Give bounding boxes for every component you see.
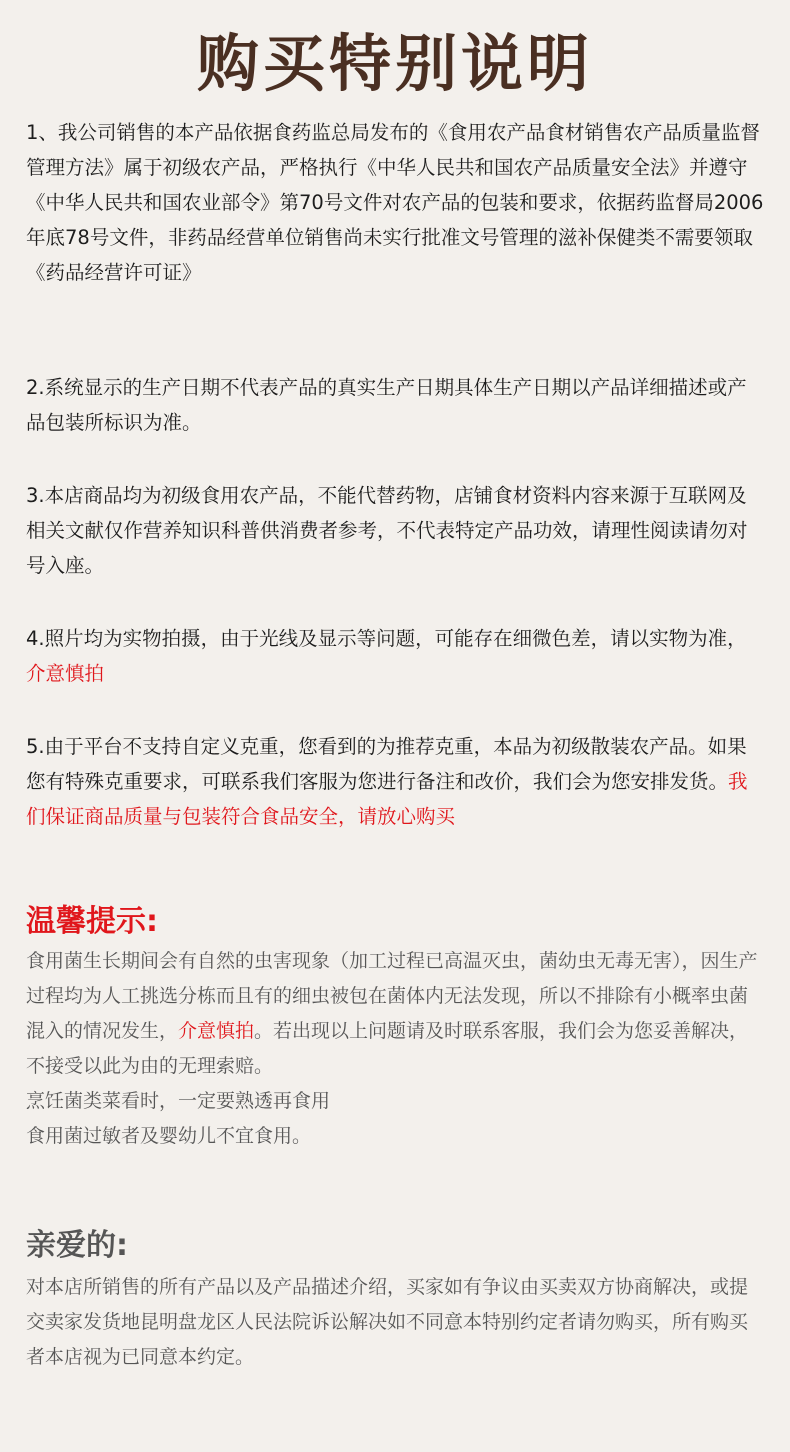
- item-1-text: 1、我公司销售的本产品依据食药监总局发布的《食用农产品食材销售农产品质量监督管理方法》属于初级农产品，严格执行《中华人民共和国农产品质量安全法》并遵守《中华人民共和国农业部令》第70号文件对农产品的包装和要求，依据药监督局2006年底78号文件，非药品经营单位销售尚未实行批准文号管理的滋补保健类不需要领取《药品经营许可证》: [26, 121, 764, 284]
- notice-item-1: [26, 115, 766, 290]
- item-2-text: 2.系统显示的生产日期不代表产品的真实生产日期具体生产日期以产品详细描述或产品包装所标识为准。: [26, 376, 747, 434]
- tips-text-before: 食用菌生长期间会有自然的虫害现象（加工过程已高温灭虫，菌幼虫无毒无害），因生产过程均为人工挑选分栋而且有的细虫被包在菌体内无法发现，所以不排除有小概率虫菌混入的情况发生，: [26, 950, 758, 1042]
- item-4-highlight: 介意慎拍: [26, 662, 105, 685]
- notice-item-2: [26, 370, 766, 440]
- dear-section: [26, 1226, 766, 1375]
- item-4-paragraph: [26, 621, 766, 691]
- dear-text: 对本店所销售的所有产品以及产品描述介绍，买家如有争议由买卖双方协商解决，或提交卖家发货地昆明盘龙区人民法院诉讼解决如不同意本特别约定者请勿购买，所有购买者本店视为已同意本约定。: [26, 1276, 749, 1368]
- tips-section: [26, 902, 766, 1154]
- tips-text-after: 。若出现以上问题请及时联系客服，我们会为您妥善解决，不接受以此为由的无理索赔。: [26, 1020, 749, 1077]
- tips-line-cooking: 烹饪菌类菜看时，一定要熟透再食用: [26, 1090, 331, 1112]
- notice-item-4: [26, 621, 766, 691]
- item-5-highlight: 我们保证商品质量与包装符合食品安全，请放心购买: [26, 770, 748, 828]
- item-4-text: 4.照片均为实物拍摄，由于光线及显示等问题，可能存在细微色差，请以实物为准，: [26, 627, 747, 650]
- tips-line-allergy: 食用菌过敏者及婴幼儿不宜食用。: [26, 1125, 312, 1147]
- item-5-paragraph: [26, 729, 766, 834]
- tips-paragraph: [26, 944, 766, 1084]
- dear-heading: 亲爱的:: [26, 1228, 128, 1263]
- item-3-text: 3.本店商品均为初级食用农产品，不能代替药物，店铺食材资料内容来源于互联网及相关文献仅作营养知识科普供消费者参考，不代表特定产品功效，请理性阅读请勿对号入座。: [26, 484, 748, 577]
- tips-heading: 温馨提示:: [26, 904, 158, 939]
- notice-item-3: [26, 478, 766, 583]
- tips-highlight: 介意慎拍: [178, 1020, 255, 1042]
- item-5-text: 5.由于平台不支持自定义克重，您看到的为推荐克重，本品为初级散装农产品。如果您有特殊克重要求，可联系我们客服为您进行备注和改价，我们会为您安排发货。: [26, 735, 747, 793]
- notice-item-5: [26, 729, 766, 834]
- page-title: 购买特别说明: [196, 27, 593, 100]
